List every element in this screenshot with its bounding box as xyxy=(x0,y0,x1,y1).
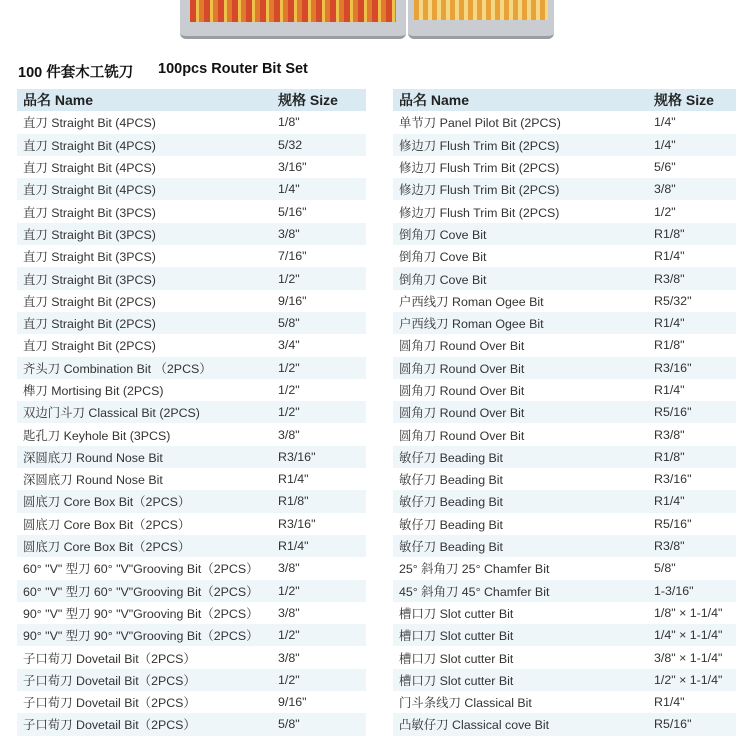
table-row xyxy=(393,490,736,512)
bit-name: 直刀 Straight Bit (4PCS) xyxy=(17,156,272,178)
table-header-row xyxy=(393,89,736,111)
table-row xyxy=(17,312,366,334)
table-row xyxy=(393,602,736,624)
table-row xyxy=(17,267,366,289)
bit-size: R1/8" xyxy=(648,334,736,356)
table-row xyxy=(393,535,736,557)
table-row xyxy=(393,401,736,423)
bit-size: 1/2" xyxy=(272,401,366,423)
bit-name: 子口荀刀 Dovetail Bit（2PCS） xyxy=(17,646,272,668)
table-row xyxy=(17,446,366,468)
table-row xyxy=(17,646,366,668)
bit-size: R5/16" xyxy=(648,401,736,423)
bit-name: 直刀 Straight Bit (3PCS) xyxy=(17,223,272,245)
bit-size: 1/2" xyxy=(272,624,366,646)
table-row xyxy=(17,379,366,401)
table-row xyxy=(17,223,366,245)
table-row xyxy=(17,290,366,312)
bit-name: 直刀 Straight Bit (2PCS) xyxy=(17,312,272,334)
bit-size: 1/2" xyxy=(272,267,366,289)
bit-name: 槽口刀 Slot cutter Bit xyxy=(393,669,648,691)
bit-size: R1/4" xyxy=(272,535,366,557)
bit-size: 1/4" × 1-1/4" xyxy=(648,624,736,646)
table-row xyxy=(393,468,736,490)
bit-size: R3/8" xyxy=(648,267,736,289)
table-row xyxy=(17,513,366,535)
table-row xyxy=(17,490,366,512)
bit-name: 倒角刀 Cove Bit xyxy=(393,245,648,267)
bit-size: R3/16" xyxy=(648,468,736,490)
bit-name: 户西线刀 Roman Ogee Bit xyxy=(393,312,648,334)
table-row xyxy=(393,312,736,334)
bit-name: 90° "V" 型刀 90° "V"Grooving Bit（2PCS） xyxy=(17,624,272,646)
table-row xyxy=(17,200,366,222)
bit-size: 1/2" xyxy=(272,669,366,691)
bit-name: 圆角刀 Round Over Bit xyxy=(393,401,648,423)
set-title-en: 100pcs Router Bit Set xyxy=(158,61,308,77)
table-row xyxy=(17,624,366,646)
table-row xyxy=(393,134,736,156)
bit-size: 1/2" xyxy=(272,379,366,401)
bit-name: 敏仔刀 Beading Bit xyxy=(393,513,648,535)
name-column-header: 品名 Name xyxy=(393,89,648,111)
set-title xyxy=(18,61,738,81)
bit-name: 圆底刀 Core Box Bit（2PCS） xyxy=(17,535,272,557)
table-row xyxy=(393,379,736,401)
bit-name: 圆角刀 Round Over Bit xyxy=(393,334,648,356)
bit-name: 修边刀 Flush Trim Bit (2PCS) xyxy=(393,178,648,200)
bit-name: 单节刀 Panel Pilot Bit (2PCS) xyxy=(393,111,648,133)
table-row xyxy=(393,267,736,289)
bit-name: 槽口刀 Slot cutter Bit xyxy=(393,646,648,668)
bit-name: 深圆底刀 Round Nose Bit xyxy=(17,446,272,468)
bit-size: 5/8" xyxy=(648,557,736,579)
bit-name: 60° "V" 型刀 60° "V"Grooving Bit（2PCS） xyxy=(17,580,272,602)
table-row xyxy=(17,580,366,602)
table-row xyxy=(17,423,366,445)
table-row xyxy=(17,245,366,267)
router-bit-case-right xyxy=(408,0,554,39)
bit-size: R5/32" xyxy=(648,290,736,312)
bit-size: 1/4" xyxy=(648,134,736,156)
table-row xyxy=(17,691,366,713)
table-row xyxy=(393,178,736,200)
bit-size: R1/4" xyxy=(648,245,736,267)
bit-name: 敏仔刀 Beading Bit xyxy=(393,446,648,468)
bit-name: 直刀 Straight Bit (4PCS) xyxy=(17,134,272,156)
bit-name: 子口荀刀 Dovetail Bit（2PCS） xyxy=(17,669,272,691)
bit-name: 倒角刀 Cove Bit xyxy=(393,267,648,289)
table-row xyxy=(17,111,366,133)
bit-name: 槽口刀 Slot cutter Bit xyxy=(393,602,648,624)
table-row xyxy=(393,513,736,535)
bit-size: 7/16" xyxy=(272,245,366,267)
bit-name: 直刀 Straight Bit (3PCS) xyxy=(17,200,272,222)
bit-name: 户西线刀 Roman Ogee Bit xyxy=(393,290,648,312)
table-row xyxy=(393,423,736,445)
bit-size: 5/8" xyxy=(272,713,366,735)
bit-size: R1/4" xyxy=(272,468,366,490)
bit-name: 圆角刀 Round Over Bit xyxy=(393,357,648,379)
bit-size: 3/8" xyxy=(272,223,366,245)
bit-name: 25° 斜角刀 25° Chamfer Bit xyxy=(393,557,648,579)
bit-name: 直刀 Straight Bit (2PCS) xyxy=(17,334,272,356)
bit-name: 修边刀 Flush Trim Bit (2PCS) xyxy=(393,200,648,222)
left-spec-table xyxy=(17,89,366,736)
bit-name: 直刀 Straight Bit (2PCS) xyxy=(17,290,272,312)
table-row xyxy=(17,401,366,423)
bit-name: 深圆底刀 Round Nose Bit xyxy=(17,468,272,490)
bit-name: 修边刀 Flush Trim Bit (2PCS) xyxy=(393,134,648,156)
right-table-body xyxy=(393,111,736,735)
bit-name: 60° "V" 型刀 60° "V"Grooving Bit（2PCS） xyxy=(17,557,272,579)
table-row xyxy=(393,290,736,312)
bit-size: R3/16" xyxy=(272,513,366,535)
table-row xyxy=(17,557,366,579)
bit-size: R3/16" xyxy=(272,446,366,468)
bit-size: R1/8" xyxy=(648,223,736,245)
bit-size: 1/2" xyxy=(272,580,366,602)
bit-size: 1-3/16" xyxy=(648,580,736,602)
table-row xyxy=(393,646,736,668)
table-row xyxy=(393,713,736,735)
bit-name: 子口荀刀 Dovetail Bit（2PCS） xyxy=(17,713,272,735)
bit-name: 双边门斗刀 Classical Bit (2PCS) xyxy=(17,401,272,423)
bit-size: 1/2" xyxy=(648,200,736,222)
bit-name: 槽口刀 Slot cutter Bit xyxy=(393,624,648,646)
table-row xyxy=(393,691,736,713)
table-row xyxy=(393,245,736,267)
bit-size: 9/16" xyxy=(272,290,366,312)
bit-size: R3/8" xyxy=(648,535,736,557)
router-bit-case-left xyxy=(180,0,406,39)
product-photo xyxy=(176,0,556,42)
bit-size: R3/16" xyxy=(648,357,736,379)
table-row xyxy=(17,602,366,624)
bit-size: 9/16" xyxy=(272,691,366,713)
bit-name: 直刀 Straight Bit (4PCS) xyxy=(17,111,272,133)
table-row xyxy=(393,200,736,222)
bit-size: R1/4" xyxy=(648,691,736,713)
size-column-header: 规格 Size xyxy=(648,89,736,111)
bit-name: 敏仔刀 Beading Bit xyxy=(393,490,648,512)
table-row xyxy=(393,557,736,579)
bit-size: 3/8" xyxy=(272,602,366,624)
table-row xyxy=(393,446,736,468)
bit-size: 1/2" × 1-1/4" xyxy=(648,669,736,691)
bit-size: R1/4" xyxy=(648,379,736,401)
bit-size: R1/8" xyxy=(648,446,736,468)
table-row xyxy=(17,713,366,735)
bit-name: 圆角刀 Round Over Bit xyxy=(393,423,648,445)
table-row xyxy=(393,669,736,691)
bit-size: 5/16" xyxy=(272,200,366,222)
set-title-cn: 100 件套木工铣刀 xyxy=(18,65,134,81)
bit-size: 1/8" xyxy=(272,111,366,133)
table-row xyxy=(393,357,736,379)
bit-name: 45° 斜角刀 45° Chamfer Bit xyxy=(393,580,648,602)
bit-name: 圆底刀 Core Box Bit（2PCS） xyxy=(17,490,272,512)
bit-size: 1/2" xyxy=(272,357,366,379)
bit-name: 90° "V" 型刀 90° "V"Grooving Bit（2PCS） xyxy=(17,602,272,624)
bit-name: 门斗条线刀 Classical Bit xyxy=(393,691,648,713)
bit-size: 1/4" xyxy=(272,178,366,200)
table-row xyxy=(17,357,366,379)
bit-size: 3/8" xyxy=(272,423,366,445)
table-row xyxy=(393,624,736,646)
bit-size: 5/32 xyxy=(272,134,366,156)
size-column-header: 规格 Size xyxy=(272,89,366,111)
table-row xyxy=(393,111,736,133)
table-row xyxy=(17,535,366,557)
bit-name: 敏仔刀 Beading Bit xyxy=(393,468,648,490)
bit-size: 3/16" xyxy=(272,156,366,178)
table-header-row xyxy=(17,89,366,111)
bit-size: 5/6" xyxy=(648,156,736,178)
bit-size: R1/8" xyxy=(272,490,366,512)
bit-name: 圆底刀 Core Box Bit（2PCS） xyxy=(17,513,272,535)
bit-name: 直刀 Straight Bit (4PCS) xyxy=(17,178,272,200)
table-row xyxy=(17,334,366,356)
table-row xyxy=(17,468,366,490)
bit-size: 3/4" xyxy=(272,334,366,356)
bit-size: R5/16" xyxy=(648,713,736,735)
name-column-header: 品名 Name xyxy=(17,89,272,111)
table-row xyxy=(393,156,736,178)
table-row xyxy=(393,580,736,602)
bit-size: R1/4" xyxy=(648,312,736,334)
bit-size: 3/8" xyxy=(272,646,366,668)
bit-name: 修边刀 Flush Trim Bit (2PCS) xyxy=(393,156,648,178)
table-row xyxy=(393,223,736,245)
bit-size: R1/4" xyxy=(648,490,736,512)
bit-name: 榫刀 Mortising Bit (2PCS) xyxy=(17,379,272,401)
bit-name: 子口荀刀 Dovetail Bit（2PCS） xyxy=(17,691,272,713)
table-row xyxy=(17,178,366,200)
bit-size: R3/8" xyxy=(648,423,736,445)
left-table-body xyxy=(17,111,366,735)
bit-name: 敏仔刀 Beading Bit xyxy=(393,535,648,557)
bit-size: 3/8" xyxy=(272,557,366,579)
bit-size: 1/8" × 1-1/4" xyxy=(648,602,736,624)
right-spec-table xyxy=(393,89,736,736)
bit-size: 3/8" × 1-1/4" xyxy=(648,646,736,668)
bit-name: 凸敏仔刀 Classical cove Bit xyxy=(393,713,648,735)
bit-size: 1/4" xyxy=(648,111,736,133)
bit-name: 齐头刀 Combination Bit （2PCS） xyxy=(17,357,272,379)
table-row xyxy=(393,334,736,356)
bit-name: 圆角刀 Round Over Bit xyxy=(393,379,648,401)
bit-name: 直刀 Straight Bit (3PCS) xyxy=(17,245,272,267)
bit-name: 直刀 Straight Bit (3PCS) xyxy=(17,267,272,289)
table-row xyxy=(17,669,366,691)
bit-size: 3/8" xyxy=(648,178,736,200)
table-row xyxy=(17,134,366,156)
bit-name: 倒角刀 Cove Bit xyxy=(393,223,648,245)
table-row xyxy=(17,156,366,178)
bit-size: R5/16" xyxy=(648,513,736,535)
bit-name: 匙孔刀 Keyhole Bit (3PCS) xyxy=(17,423,272,445)
bit-size: 5/8" xyxy=(272,312,366,334)
